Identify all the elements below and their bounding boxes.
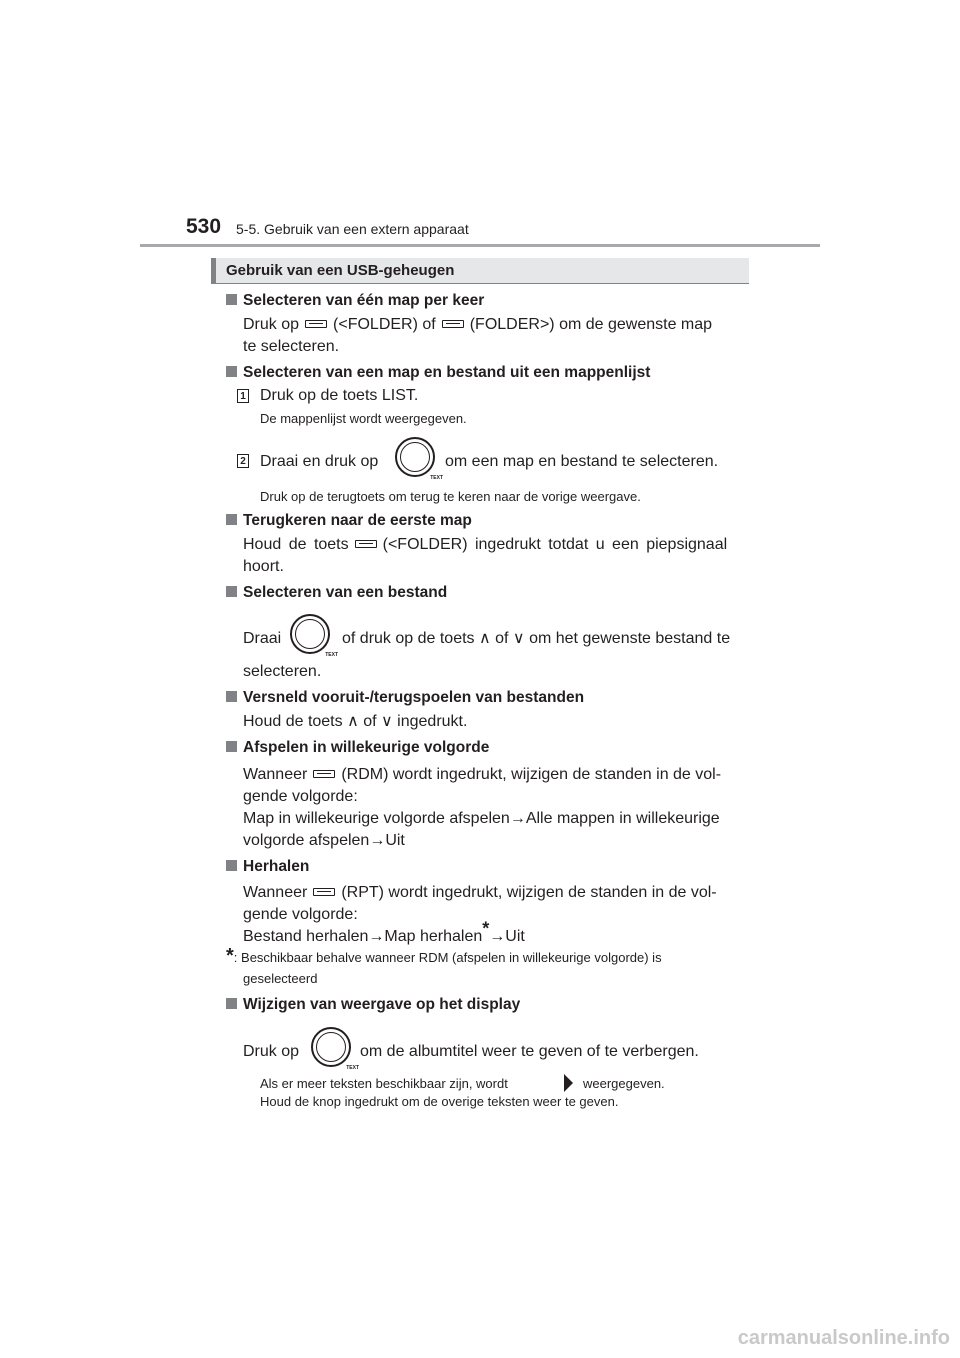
right-arrow-icon — [564, 1074, 573, 1092]
heading-repeat: Herhalen — [226, 858, 309, 876]
page-number: 530 — [186, 215, 222, 238]
step-1-text: Druk op de toets LIST. — [260, 387, 419, 404]
step-2-note: Druk op de terugtoets om terug te keren naar de vorige weergave. — [260, 489, 641, 504]
text-line: te selecteren. — [243, 338, 340, 355]
tune-select-knob-icon: TEXT — [311, 1027, 351, 1067]
square-bullet-icon — [226, 586, 237, 597]
section-title-bar — [211, 258, 749, 284]
heading-first-folder: Terugkeren naar de eerste map — [226, 512, 472, 530]
heading-select-file: Selecteren van een bestand — [226, 584, 447, 602]
note-display-1a: Als er meer teksten beschikbaar zijn, wordt — [260, 1076, 508, 1091]
heading-display: Wijzigen van weergave op het display — [226, 996, 520, 1014]
step-2-text-b: om een map en bestand te selecteren. — [445, 453, 719, 470]
text-first-folder: Houd de toets (<FOLDER) ingedrukt totdat u een piepsignaal — [243, 536, 728, 553]
step-2-text-a: Draai en druk op — [260, 453, 379, 470]
text-line: selecteren. — [243, 663, 322, 680]
text-line: gende volgorde: — [243, 906, 358, 923]
square-bullet-icon — [226, 294, 237, 305]
watermark: carmanualsonline.info — [737, 1327, 950, 1349]
text-select-one-folder: Druk op (<FOLDER) of (FOLDER>) om de gewenste map — [243, 316, 713, 333]
heading-select-from-list: Selecteren van een map en bestand uit een mappenlijst — [226, 364, 650, 382]
text-random-1: Wanneer (RDM) wordt ingedrukt, wijzigen de standen in de vol- — [243, 766, 722, 783]
step-number-1: 1 — [237, 389, 249, 403]
text-line: gende volgorde: — [243, 788, 358, 805]
folder-back-button-icon — [305, 320, 327, 328]
text-line: hoort. — [243, 558, 284, 575]
square-bullet-icon — [226, 366, 237, 377]
square-bullet-icon — [226, 691, 237, 702]
footnote: *: Beschikbaar behalve wanneer RDM (afspelen in willekeurige volgorde) is — [226, 945, 662, 967]
rpt-button-icon — [313, 888, 335, 896]
step-number-2: 2 — [237, 454, 249, 468]
folder-forward-button-icon — [442, 320, 464, 328]
square-bullet-icon — [226, 514, 237, 525]
heading-fast-forward: Versneld vooruit-/terugspoelen van bestanden — [226, 689, 584, 707]
heading-random: Afspelen in willekeurige volgorde — [226, 739, 489, 757]
text-repeat-1: Wanneer (RPT) wordt ingedrukt, wijzigen de standen in de vol- — [243, 884, 717, 901]
heading-select-one-folder: Selecteren van één map per keer — [226, 292, 484, 310]
folder-back-button-icon — [355, 540, 377, 548]
rdm-button-icon — [313, 770, 335, 778]
note-display-2: Houd de knop ingedrukt om de overige teksten weer te geven. — [260, 1094, 619, 1109]
text-select-file-a: Draai — [243, 630, 282, 647]
note-display-1b: weergegeven. — [583, 1076, 665, 1091]
text-line: volgorde afspelen→Uit — [243, 832, 405, 849]
header-rule — [140, 244, 820, 247]
square-bullet-icon — [226, 741, 237, 752]
square-bullet-icon — [226, 998, 237, 1009]
text-select-file-b: of druk op de toets ∧ of ∨ om het gewenste bestand te — [342, 630, 731, 647]
step-1-note: De mappenlijst wordt weergegeven. — [260, 411, 467, 426]
text-fast-forward: Houd de toets ∧ of ∨ ingedrukt. — [243, 713, 468, 730]
text-line: Map in willekeurige volgorde afspelen→Alle mappen in willekeurige — [243, 810, 720, 827]
tune-select-knob-icon: TEXT — [290, 614, 330, 654]
text-display-a: Druk op — [243, 1043, 300, 1060]
footnote-line-2: geselecteerd — [243, 971, 318, 986]
text-line: Bestand herhalen→Map herhalen*→Uit — [243, 918, 525, 945]
chapter-title: 5-5. Gebruik van een extern apparaat — [236, 221, 469, 237]
text-display-b: om de albumtitel weer te geven of te verbergen. — [360, 1043, 699, 1060]
tune-select-knob-icon: TEXT — [395, 437, 435, 477]
section-title: Gebruik van een USB-geheugen — [226, 262, 455, 279]
square-bullet-icon — [226, 860, 237, 871]
